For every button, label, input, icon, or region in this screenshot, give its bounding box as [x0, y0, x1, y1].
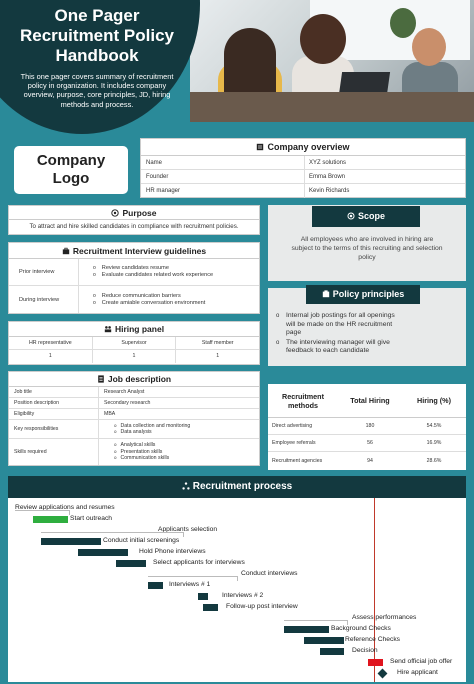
recruitment-methods-table	[268, 384, 466, 470]
policy-icon	[322, 290, 330, 298]
gantt-task-label: Hire applicant	[397, 669, 438, 676]
gantt-task-label: Reference Checks	[345, 636, 401, 643]
table-row: HR manager Kevin Richards	[141, 184, 465, 198]
gantt-task-label: Interviews # 2	[222, 592, 264, 599]
gantt-bar	[78, 549, 128, 556]
gantt-bar	[320, 648, 344, 655]
gantt-bar	[41, 538, 101, 545]
list-item: o The interviewing manager will give feedback to each candidate	[276, 339, 406, 356]
org-chart-icon	[182, 482, 190, 490]
table-row: Recruitment agencies 94 28.6%	[272, 457, 442, 464]
gantt-bar	[304, 637, 344, 644]
team-meeting-photo	[190, 0, 474, 122]
table-row: Direct advertising 180 54.5%	[268, 418, 466, 435]
table-row: Skills required o Analytical skills o Presentation skills o Communication skills	[9, 439, 259, 465]
hiring-panel-card	[8, 321, 260, 365]
hiring-panel-title: Hiring panel	[9, 322, 259, 337]
gantt-task-label: Decision	[352, 647, 378, 654]
company-overview-title: Company overview	[141, 139, 465, 156]
gantt-bar	[368, 659, 383, 666]
job-description-title: Job description	[9, 372, 259, 387]
table-row: Employee referrals 56 16.9%	[268, 435, 466, 452]
scope-text: All employees who are involved in hiring are subject to the terms of this recruiting and selection policy	[291, 236, 443, 261]
gantt-bar	[284, 626, 329, 633]
interview-guidelines-card	[8, 242, 260, 314]
gantt-task-label: Conduct initial screenings	[103, 537, 180, 544]
scope-title: Scope	[312, 206, 420, 227]
page-title: One Pager Recruitment Policy Handbook	[20, 6, 174, 65]
policy-principles-list	[276, 312, 406, 357]
interview-guidelines-title: Recruitment Interview guidelines	[9, 243, 259, 259]
purpose-card	[8, 205, 260, 235]
page-description: This one pager covers summary of recruitment policy in organization. It includes company overview, purpose, core principles, JD, hiring methods and process.	[20, 72, 174, 109]
table-row: Eligibility MBA	[9, 409, 259, 420]
target-icon	[111, 209, 119, 217]
briefcase-icon	[62, 247, 70, 255]
gantt-bar	[33, 516, 68, 523]
list-item: o Internal job postings for all openings will be made on the HR recruitment page	[276, 312, 406, 338]
gantt-task-label: Assess performances	[352, 614, 417, 621]
table-row: Job title Research Analyst	[9, 387, 259, 398]
purpose-text: To attract and hire skilled candidates in compliance with recruitment policies.	[29, 223, 239, 230]
table-row: Founder Emma Brown	[141, 170, 465, 184]
building-icon	[256, 143, 264, 151]
company-overview-card	[140, 138, 466, 198]
recruitment-process-title: Recruitment process	[8, 476, 466, 498]
table-header-row: Recruitment methods Total Hiring Hiring (%)	[268, 384, 466, 418]
table-row: Position description Secondary research	[9, 398, 259, 409]
table-row: Name XYZ solutions	[141, 156, 465, 170]
policy-principles-title: Policy principles	[306, 285, 420, 304]
gantt-task-label: Start outreach	[70, 515, 113, 522]
company-logo: Company Logo	[14, 146, 128, 194]
table-row: During interview o Reduce communication barriers o Create amiable conversation environment	[9, 286, 259, 313]
people-icon	[104, 325, 112, 333]
gantt-task-label: Background Checks	[331, 625, 391, 632]
gantt-task-label: Applicants selection	[158, 526, 218, 533]
table-row: 1 1 1	[9, 350, 259, 363]
job-description-card	[8, 371, 260, 466]
gantt-task-label: Select applicants for interviews	[153, 559, 245, 566]
purpose-title: Purpose	[9, 206, 259, 220]
table-header-row: HR representative Supervisor Staff member	[9, 337, 259, 350]
recruitment-process-gantt	[8, 476, 466, 682]
gantt-bar	[203, 604, 218, 611]
timeline-marker-line	[374, 498, 375, 682]
table-row: Prior interview o Review candidates resume o Evaluate candidates related work experience	[9, 259, 259, 286]
document-icon	[97, 375, 105, 383]
gantt-task-label: Send official job offer	[390, 658, 453, 665]
table-row: Key responsibilities o Data collection and monitoring o Data analysis	[9, 420, 259, 439]
gantt-task-label: Interviews # 1	[169, 581, 211, 588]
gantt-task-label: Review applications and resumes	[15, 504, 115, 511]
gantt-bar	[198, 593, 208, 600]
header-block	[4, 6, 190, 109]
gantt-group-bracket	[15, 510, 70, 515]
gantt-bar	[116, 560, 146, 567]
milestone-diamond-icon	[378, 669, 388, 679]
gantt-task-label: Conduct interviews	[241, 570, 298, 577]
gantt-task-label: Follow-up post interview	[226, 603, 298, 610]
scope-icon	[347, 212, 355, 220]
gantt-bar	[148, 582, 163, 589]
gantt-task-label: Hold Phone interviews	[139, 548, 206, 555]
